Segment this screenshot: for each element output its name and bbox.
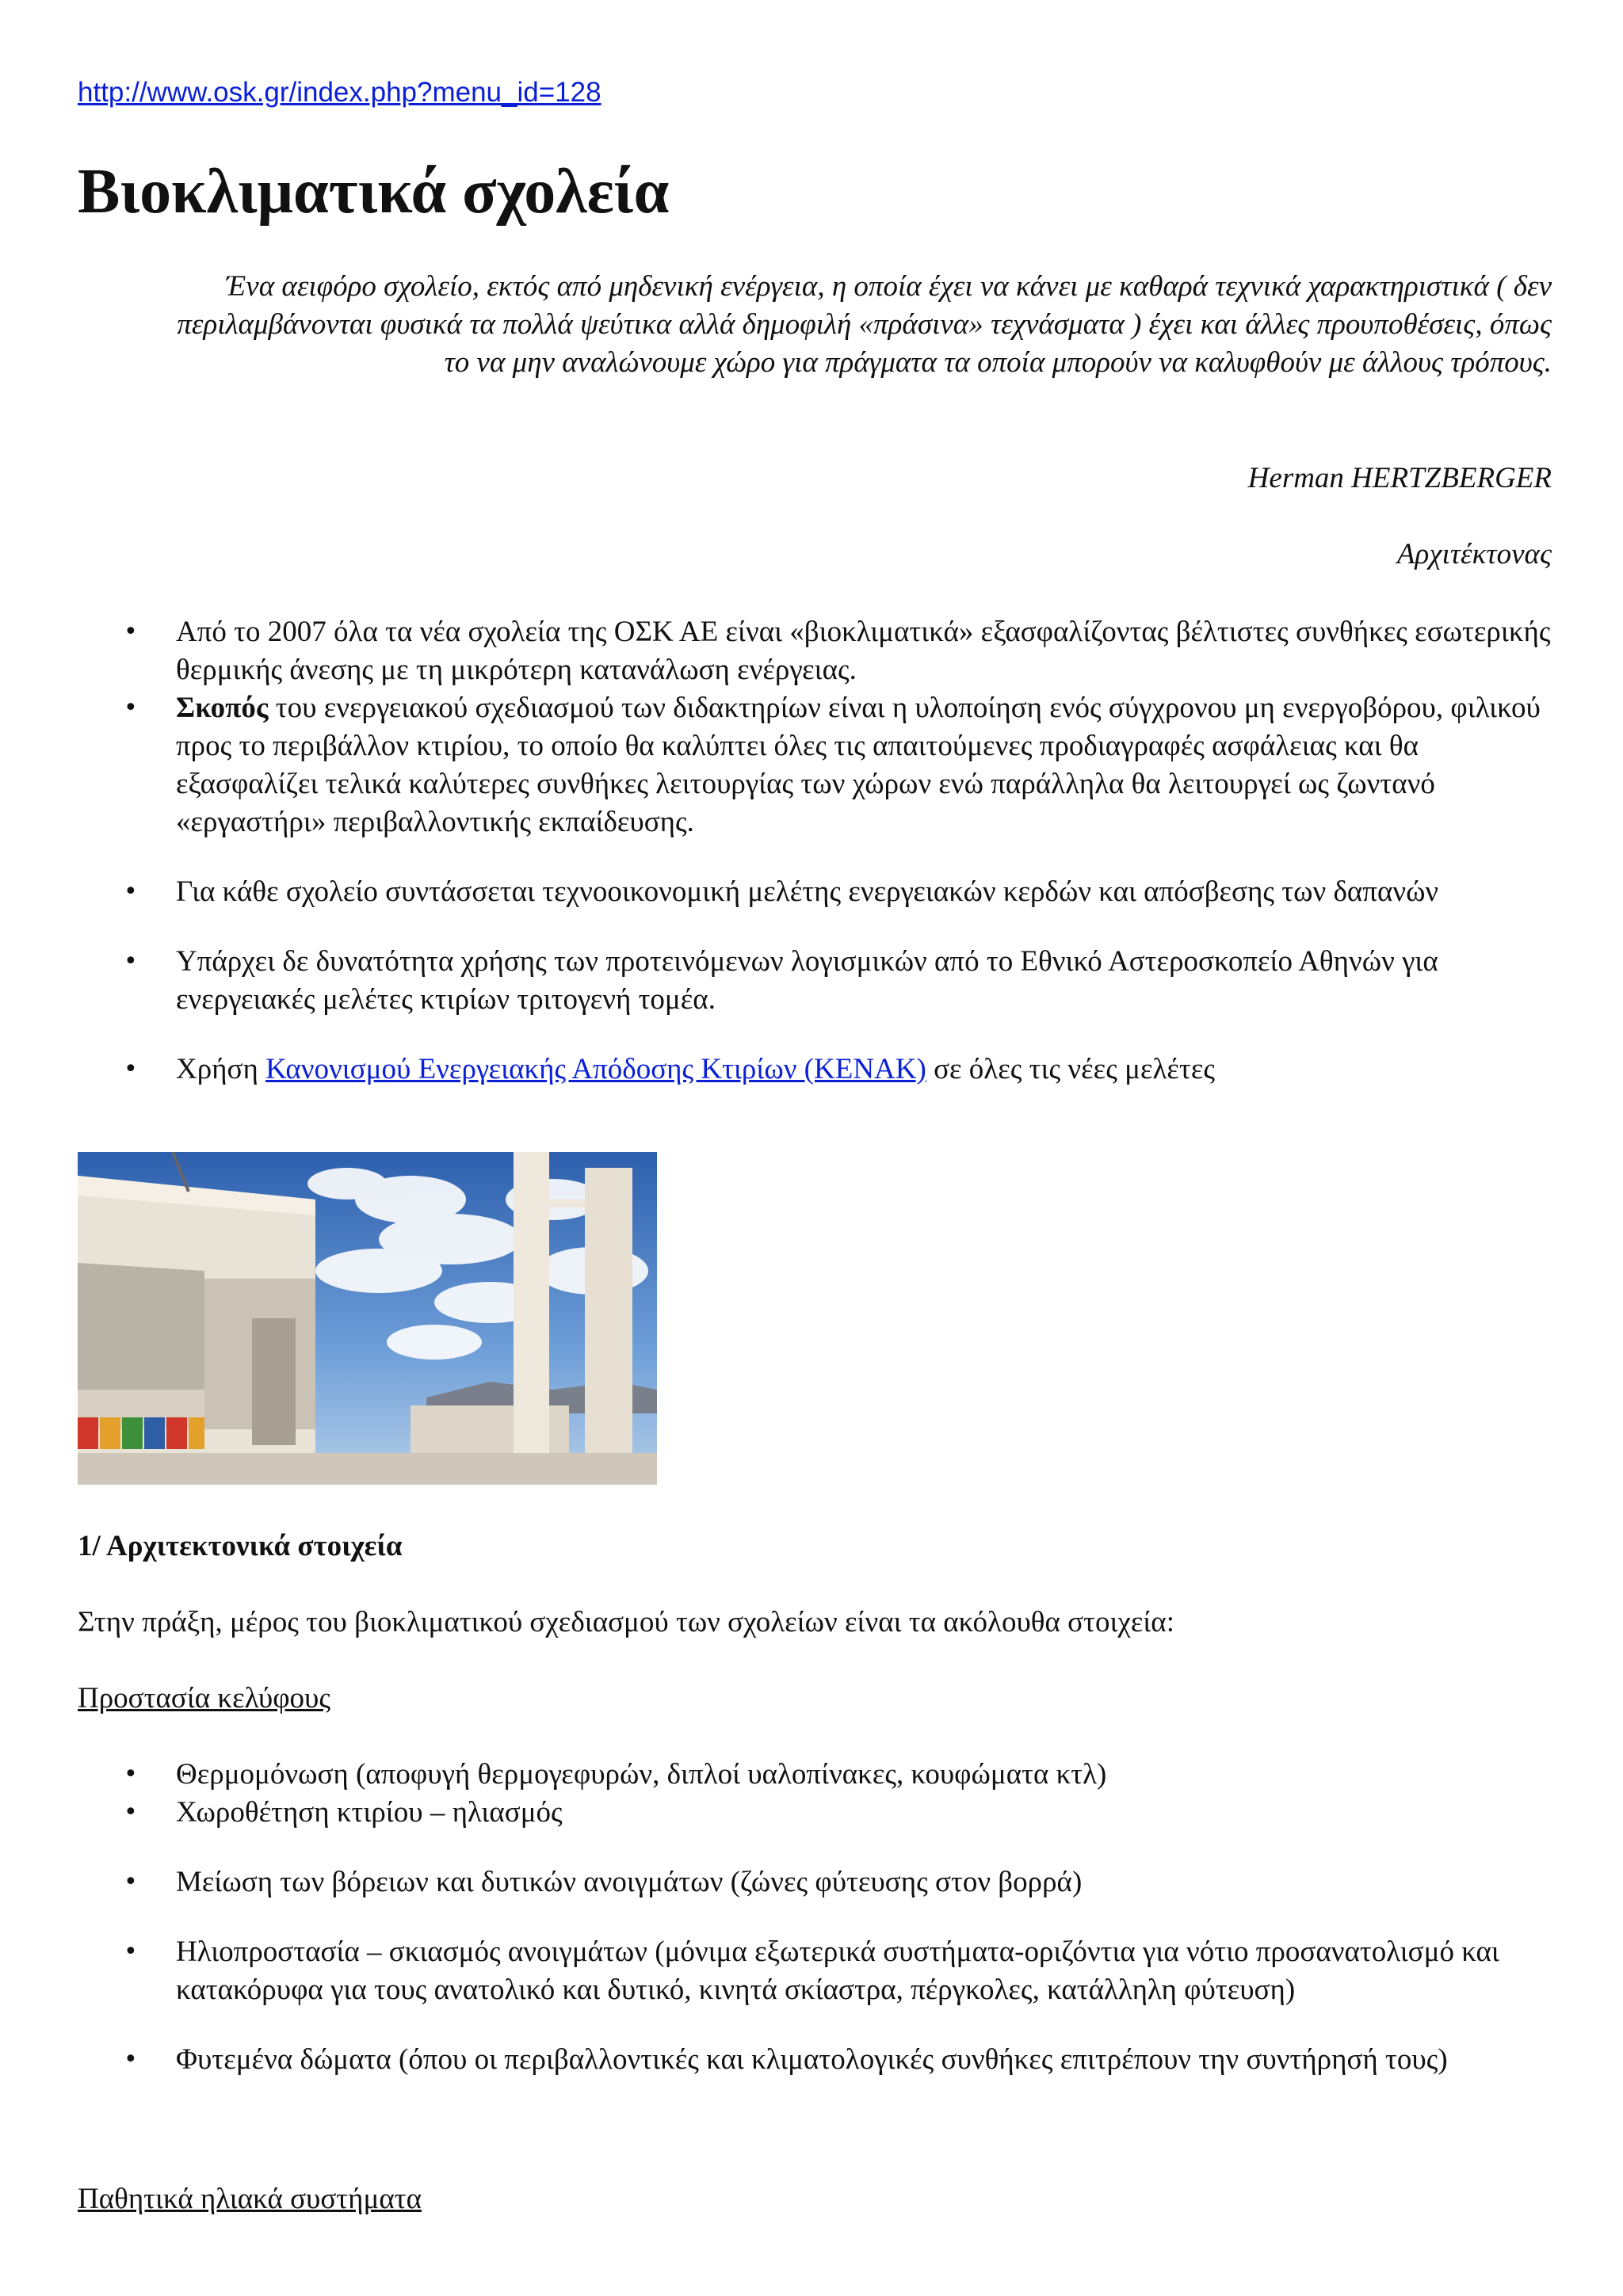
list-item: • Χωροθέτηση κτιρίου – ηλιασμός xyxy=(78,1794,1552,1832)
list-item: • Υπάρχει δε δυνατότητα χρήσης των προτεινόμενων λογισμικών από το Εθνικό Αστεροσκοπείο Αθηνών για ενεργειακές μελέτες κτιρίων τριτογενή τομέα. xyxy=(78,943,1552,1019)
list-item: • Μείωση των βόρειων και δυτικών ανοιγμάτων (ζώνες φύτευσης στον βορρά) xyxy=(78,1863,1552,1901)
subheading-envelope: Προστασία κελύφους xyxy=(78,1682,331,1714)
list-item: • Θερμομόνωση (αποφυγή θερμογεφυρών, διπλοί υαλοπίνακες, κουφώματα κτλ) xyxy=(78,1756,1552,1794)
quote-author-role: Αρχιτέκτονας xyxy=(1396,538,1552,570)
bold-term: Σκοπός xyxy=(176,692,269,724)
section-intro: Στην πράξη, μέρος του βιοκλιματικού σχεδιασμού των σχολείων είναι τα ακόλουθα στοιχεία: xyxy=(78,1606,1174,1638)
list-item: • Φυτεμένα δώματα (όπου οι περιβαλλοντικές και κλιματολογικές συνθήκες επιτρέπουν την συντήρησή τους) xyxy=(78,2041,1552,2079)
list-item-text: σε όλες τις νέες μελέτες xyxy=(926,1053,1216,1085)
envelope-bullet-list xyxy=(78,1756,1552,2079)
list-item: • Από το 2007 όλα τα νέα σχολεία της ΟΣΚ ΑΕ είναι «βιοκλιματικά» εξασφαλίζοντας βέλτιστες συνθήκες εσωτερικής θερμικής άνεσης με τη μικρότερη κατανάλωση ενέργειας. xyxy=(78,613,1552,689)
subheading-passive-solar: Παθητικά ηλιακά συστήματα xyxy=(78,2183,422,2215)
kenak-link[interactable]: Κανονισμού Ενεργειακής Απόδοσης Κτιρίων (ΚΕΝΑΚ) xyxy=(265,1053,926,1085)
list-item xyxy=(78,689,1552,841)
page-title: Βιοκλιματικά σχολεία xyxy=(78,157,670,227)
school-building-photo xyxy=(78,1152,657,1485)
list-item xyxy=(78,1051,1552,1089)
list-item: • Για κάθε σχολείο συντάσσεται τεχνοοικονομική μελέτης ενεργειακών κερδών και απόσβεσης των δαπανών xyxy=(78,873,1552,911)
section-heading: 1/ Αρχιτεκτονικά στοιχεία xyxy=(78,1530,403,1562)
epigraph-quote: Ένα αειφόρο σχολείο, εκτός από μηδενική ενέργεια, η οποία έχει να κάνει με καθαρά τεχνικά χαρακτηριστικά ( δεν περιλαμβάνονται φυσικά τα πολλά ψεύτικα αλλά δημοφιλή «πράσινα» τεχνάσματα ) έχει και άλλες προυποθέσεις, όπως το να μην αναλώνουμε χώρο για πράγματα τα οποία μπορούν να καλυφθούν με άλλους τρόπους. xyxy=(177,270,1552,379)
quote-author: Herman HERTZBERGER xyxy=(1247,462,1552,494)
source-url-link[interactable]: http://www.osk.gr/index.php?menu_id=128 xyxy=(78,77,601,108)
intro-bullet-list xyxy=(78,613,1552,1089)
list-item-text: Χρήση xyxy=(176,1053,266,1085)
list-item: • Ηλιοπροστασία – σκιασμός ανοιγμάτων (μόνιμα εξωτερικά συστήματα-οριζόντια για νότιο προσανατολισμό και κατακόρυφα για τους ανατολικό και δυτικό, κινητά σκίαστρα, πέργκολες, κατάλληλη φύτευση) xyxy=(78,1933,1552,2009)
list-item-text: του ενεργειακού σχεδιασμού των διδακτηρίων είναι η υλοποίηση ενός σύγχρονου μη ενεργοβόρου, φιλικού προς το περιβάλλον κτιρίου, το οποίο θα καλύπτει όλες τις απαιτούμενες προδιαγραφές ασφάλειας και θα εξασφαλίζει τελικά καλύτερες συνθήκες λειτουργίας των χώρων ενώ παράλληλα θα λειτουργεί ως ζωντανό «εργαστήρι» περιβαλλοντικής εκπαίδευσης. xyxy=(176,692,1541,838)
